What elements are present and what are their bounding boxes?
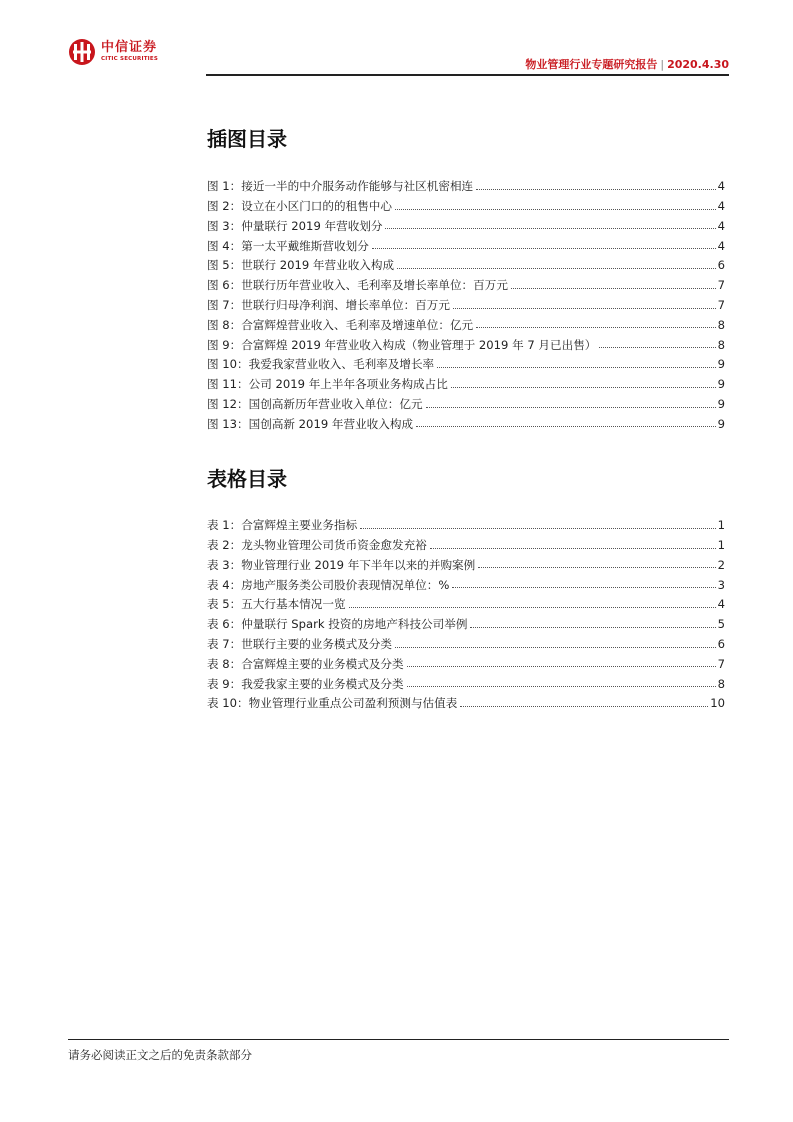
toc-entry[interactable]: [207, 312, 725, 332]
toc-dot-leader: [407, 666, 716, 667]
page-header: [68, 38, 729, 76]
toc-entry[interactable]: [207, 252, 725, 272]
report-title: 物业管理行业专题研究报告: [525, 58, 658, 71]
footer-divider: [68, 1039, 729, 1040]
toc-dot-leader: [360, 528, 715, 529]
toc-entry-title: 图 9：合富辉煌 2019 年营业收入构成（物业管理于 2019 年 7 月已出售）: [207, 337, 597, 352]
toc-entry-page: 10: [710, 696, 725, 710]
toc-dot-leader: [430, 548, 716, 549]
header-report-info: [525, 56, 729, 72]
toc-dot-leader: [395, 647, 716, 648]
toc-dot-leader: [395, 209, 716, 210]
toc-entry-page: 1: [717, 518, 725, 532]
logo-chinese-name: 中信证券: [101, 40, 158, 56]
toc-entry-title: 图 7：世联行归母净利润、增长率单位：百万元: [207, 297, 450, 312]
toc-dot-leader: [460, 706, 708, 707]
toc-entry-page: 8: [717, 676, 725, 691]
toc-entry-title: 图 3：仲量联行 2019 年营收划分: [207, 218, 383, 233]
toc-entry[interactable]: [207, 411, 725, 431]
logo-english-name: CITIC SECURITIES: [101, 56, 159, 63]
figures-heading: 插图目录: [207, 127, 287, 151]
toc-entry-page: 4: [717, 199, 725, 213]
toc-entry-title: 图 1：接近一半的中介服务动作能够与社区机密相连: [207, 179, 474, 193]
toc-entry-title: 图 8：合富辉煌营业收入、毛利率及增速单位：亿元: [207, 317, 474, 332]
toc-entry[interactable]: [207, 232, 725, 252]
toc-dot-leader: [476, 189, 715, 190]
toc-entry[interactable]: [207, 591, 725, 611]
toc-entry-page: 9: [717, 396, 725, 411]
toc-entry-page: 6: [717, 636, 725, 651]
toc-entry[interactable]: [207, 213, 725, 233]
toc-entry-title: 图 13：国创高新 2019 年营业收入构成: [207, 416, 414, 431]
toc-entry-page: 7: [717, 656, 725, 671]
toc-dot-leader: [470, 627, 715, 628]
toc-dot-leader: [372, 248, 716, 249]
toc-entry[interactable]: [207, 292, 725, 312]
toc-entry[interactable]: [207, 670, 725, 690]
toc-entry[interactable]: [207, 512, 725, 532]
toc-entry-title: 图 6：世联行历年营业收入、毛利率及增长率单位：百万元: [207, 278, 508, 292]
toc-dot-leader: [511, 288, 716, 289]
report-date: 2020.4.30: [667, 58, 729, 71]
toc-dot-leader: [476, 327, 715, 328]
toc-dot-leader: [397, 268, 716, 269]
toc-entry[interactable]: [207, 371, 725, 391]
toc-entry-page: 4: [717, 597, 725, 611]
toc-entry-page: 2: [717, 557, 725, 572]
toc-entry-page: 6: [717, 258, 725, 272]
toc-entry-title: 表 7：世联行主要的业务模式及分类: [207, 636, 392, 651]
toc-entry[interactable]: [207, 532, 725, 552]
toc-dot-leader: [451, 387, 716, 388]
citic-logo: [68, 38, 158, 66]
toc-dot-leader: [426, 407, 716, 408]
toc-entry-page: 9: [717, 357, 725, 371]
toc-dot-leader: [385, 228, 715, 229]
toc-entry-title: 图 11：公司 2019 年上半年各项业务构成占比: [207, 377, 448, 391]
toc-entry-title: 表 8：合富辉煌主要的业务模式及分类: [207, 656, 404, 671]
toc-entry-page: 4: [717, 218, 725, 233]
toc-dot-leader: [437, 367, 715, 368]
toc-entry-page: 9: [717, 377, 725, 391]
toc-entry-page: 8: [717, 337, 725, 352]
toc-entry-page: 7: [717, 278, 725, 292]
toc-entry-title: 表 1：合富辉煌主要业务指标: [207, 518, 358, 532]
toc-entry-title: 图 12：国创高新历年营业收入单位：亿元: [207, 396, 423, 411]
figures-toc-list: [207, 173, 725, 430]
toc-entry-title: 表 9：我爱我家主要的业务模式及分类: [207, 676, 404, 691]
toc-entry-page: 9: [717, 416, 725, 431]
toc-entry-title: 图 10：我爱我家营业收入、毛利率及增长率: [207, 357, 435, 371]
header-divider: [206, 74, 729, 76]
toc-entry-page: 3: [717, 577, 725, 592]
header-separator: |: [660, 58, 665, 71]
tables-toc-list: [207, 512, 725, 710]
toc-entry[interactable]: [207, 571, 725, 591]
tables-heading: 表格目录: [207, 467, 287, 491]
toc-entry-page: 5: [717, 617, 725, 631]
toc-dot-leader: [349, 607, 716, 608]
toc-entry-title: 表 10：物业管理行业重点公司盈利预测与估值表: [207, 696, 458, 710]
toc-dot-leader: [407, 686, 716, 687]
footer-disclaimer: 请务必阅读正文之后的免责条款部分: [68, 1048, 252, 1062]
toc-entry-page: 4: [717, 179, 725, 193]
toc-entry-title: 表 5：五大行基本情况一览: [207, 597, 346, 611]
toc-entry[interactable]: [207, 631, 725, 651]
toc-entry-title: 表 6：仲量联行 Spark 投资的房地产科技公司举例: [207, 617, 468, 631]
toc-entry-title: 表 4：房地产服务类公司股价表现情况单位：%: [207, 577, 450, 592]
toc-dot-leader: [416, 426, 716, 427]
citic-emblem-icon: [68, 38, 96, 66]
toc-entry[interactable]: [207, 272, 725, 292]
toc-entry[interactable]: [207, 331, 725, 351]
toc-entry[interactable]: [207, 611, 725, 631]
toc-entry-page: 1: [717, 538, 725, 552]
toc-entry-title: 表 3：物业管理行业 2019 年下半年以来的并购案例: [207, 557, 476, 572]
toc-entry[interactable]: [207, 173, 725, 193]
toc-dot-leader: [452, 587, 715, 588]
toc-entry-title: 图 5：世联行 2019 年营业收入构成: [207, 258, 395, 272]
toc-dot-leader: [478, 567, 715, 568]
toc-entry[interactable]: [207, 391, 725, 411]
toc-entry[interactable]: [207, 193, 725, 213]
toc-entry-page: 8: [717, 317, 725, 332]
toc-dot-leader: [599, 347, 715, 348]
toc-entry-page: 4: [717, 238, 725, 253]
toc-entry[interactable]: [207, 552, 725, 572]
toc-entry-page: 7: [717, 297, 725, 312]
toc-entry-title: 图 4：第一太平戴维斯营收划分: [207, 238, 369, 253]
toc-entry[interactable]: [207, 651, 725, 671]
toc-entry[interactable]: [207, 351, 725, 371]
toc-entry-title: 图 2：设立在小区门口的的租售中心: [207, 199, 392, 213]
toc-entry-title: 表 2：龙头物业管理公司货币资金愈发充裕: [207, 538, 427, 552]
toc-entry[interactable]: [207, 690, 725, 710]
toc-dot-leader: [453, 308, 716, 309]
